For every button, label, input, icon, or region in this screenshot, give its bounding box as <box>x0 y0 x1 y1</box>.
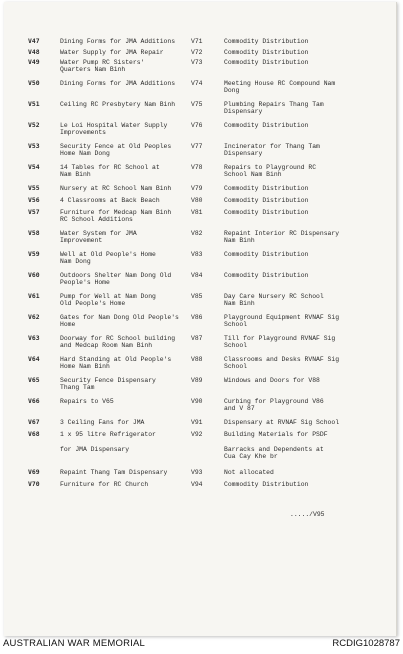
left-item-number: V64 <box>28 355 40 363</box>
right-item-number: V78 <box>191 164 203 171</box>
right-item-number: V94 <box>191 481 203 488</box>
left-item-description: Water Pump RC Sisters' Quarters Nam Binh <box>60 59 145 74</box>
right-item-description: Till for Playground RVNAF Sig School <box>224 335 336 350</box>
list-item <box>4 59 396 80</box>
left-item-description: Ceiling RC Presbytery Nam Binh <box>60 101 176 108</box>
left-item-description: Repaint Thang Tam Dispensary <box>60 469 168 476</box>
right-item-description: Dispensary at RVNAF Sig School <box>224 419 340 426</box>
right-item-number: V72 <box>191 48 203 56</box>
left-item-description: Dining Forms for JMA Additions <box>60 80 176 87</box>
left-item-description: Hard Standing at Old People's Home Nam Binh <box>60 356 172 371</box>
left-item-description: Dining Forms for JMA Additions <box>60 38 176 45</box>
left-item-description: Well at Old People's Home Nam Dong <box>60 251 156 266</box>
left-item-number: V69 <box>28 468 40 476</box>
left-item-description: Pump for Well at Nam Dong Old People's Home <box>60 293 156 308</box>
right-item-number: V76 <box>191 122 203 129</box>
right-item-number: V71 <box>191 38 203 45</box>
left-item-number: V52 <box>28 121 40 129</box>
right-item-number: V84 <box>191 272 203 279</box>
continuation-marker: ...../V95 <box>290 511 325 518</box>
left-item-description: Furniture for Medcap Nam Binh RC School Additions <box>60 209 172 224</box>
list-item <box>4 398 396 419</box>
list-item <box>4 164 396 185</box>
left-item-description: 14 Tables for RC School at Nam Binh <box>60 164 160 179</box>
left-item-number: V68 <box>28 430 40 438</box>
left-item-description: Gates for Nam Dong Old People's Home <box>60 314 179 329</box>
left-item-number: V70 <box>28 480 40 488</box>
list-item <box>4 101 396 122</box>
right-item-description: Not allocated <box>224 469 274 476</box>
left-item-number: V61 <box>28 292 40 300</box>
left-item-number: V47 <box>28 37 40 45</box>
right-item-description: Commodity Distribution <box>224 197 309 204</box>
left-item-number: V60 <box>28 271 40 279</box>
left-item-description: 4 Classrooms at Back Beach <box>60 197 160 204</box>
left-item-number: V63 <box>28 334 40 342</box>
left-item-number: V54 <box>28 163 40 171</box>
list-item <box>4 197 396 209</box>
right-item-description: Commodity Distribution <box>224 481 309 488</box>
list-item <box>4 209 396 230</box>
right-item-number: V89 <box>191 377 203 384</box>
right-item-description: Meeting House RC Compound Nam Dong <box>224 80 336 95</box>
list-item <box>4 314 396 335</box>
left-item-number: V62 <box>28 313 40 321</box>
left-item-number: V66 <box>28 397 40 405</box>
right-item-description: Commodity Distribution <box>224 209 309 216</box>
list-item <box>4 356 396 377</box>
left-item-number: V50 <box>28 79 40 87</box>
project-list <box>4 38 396 493</box>
list-item <box>4 49 396 60</box>
list-item <box>4 230 396 251</box>
left-item-description: Nursery at RC School Nam Binh <box>60 185 172 192</box>
left-item-number: V67 <box>28 418 40 426</box>
left-item-number: V59 <box>28 250 40 258</box>
list-item <box>4 481 396 493</box>
left-item-description: Furniture for RC Church <box>60 481 149 488</box>
left-item-description: Security Fence at Old Peoples Home Nam Dong <box>60 143 172 158</box>
right-item-description: Repaint Interior RC Dispensary Nam Binh <box>224 230 340 245</box>
list-item <box>4 377 396 398</box>
list-item <box>4 80 396 101</box>
archive-footer <box>0 638 403 650</box>
left-item-number: V65 <box>28 376 40 384</box>
right-item-description: Commodity Distribution <box>224 185 309 192</box>
document-page <box>4 2 397 636</box>
right-item-number: V93 <box>191 469 203 476</box>
left-item-number: V56 <box>28 196 40 204</box>
right-item-number: V83 <box>191 251 203 258</box>
list-item <box>4 431 396 469</box>
right-item-description: Commodity Distribution <box>224 38 309 45</box>
right-item-description: Commodity Distribution <box>224 59 309 66</box>
footer-record-id: RCDIG1028787 <box>332 638 400 649</box>
left-item-description: Water System for JMA Improvement <box>60 230 137 245</box>
left-item-description: Le Loi Hospital Water Supply Improvements <box>60 122 168 137</box>
right-item-description: Classrooms and Desks RVNAF Sig School <box>224 356 340 371</box>
right-item-number: V74 <box>191 80 203 87</box>
list-item <box>4 251 396 272</box>
right-item-number: V87 <box>191 335 203 342</box>
right-item-number: V85 <box>191 293 203 300</box>
right-item-description: Commodity Distribution <box>224 48 309 56</box>
right-item-number: V88 <box>191 356 203 363</box>
left-item-number: V49 <box>28 58 40 66</box>
list-item <box>4 293 396 314</box>
list-item <box>4 185 396 197</box>
right-item-description: Windows and Doors for V88 <box>224 377 320 384</box>
right-item-number: V81 <box>191 209 203 216</box>
left-item-description: Repairs to V65 <box>60 398 114 405</box>
right-item-number: V86 <box>191 314 203 321</box>
left-item-description: Water Supply for JMA Repair <box>60 48 164 56</box>
list-item <box>4 143 396 164</box>
left-item-number: V53 <box>28 142 40 150</box>
list-item <box>4 419 396 431</box>
right-item-number: V82 <box>191 230 203 237</box>
left-item-number: V51 <box>28 100 40 108</box>
left-item-description: Security Fence Dispensary Thang Tam <box>60 377 156 392</box>
right-item-description: Commodity Distribution <box>224 272 309 279</box>
footer-archive-name: AUSTRALIAN WAR MEMORIAL <box>3 638 146 649</box>
list-item <box>4 272 396 293</box>
right-item-number: V90 <box>191 398 203 405</box>
right-item-number: V77 <box>191 143 203 150</box>
left-item-number: V57 <box>28 208 40 216</box>
right-item-description: Repairs to Playground RC School Nam Binh <box>224 164 317 179</box>
right-item-description: Building Materials for PSDF Barracks and Dependents at Cua Cay Khe br <box>224 431 328 461</box>
right-item-description: Curbing for Playground V86 and V 87 <box>224 398 324 413</box>
right-item-description: Day Care Nursery RC School Nam Binh <box>224 293 324 308</box>
list-item <box>4 469 396 481</box>
right-item-description: Commodity Distribution <box>224 251 309 258</box>
left-item-description: 1 x 95 litre Refrigerator for JMA Dispensary <box>60 431 156 453</box>
list-item <box>4 38 396 49</box>
left-item-number: V58 <box>28 229 40 237</box>
left-item-description: Outdoors Shelter Nam Dong Old People's Home <box>60 272 172 287</box>
left-item-number: V55 <box>28 184 40 192</box>
right-item-description: Playground Equipment RVNAF Sig School <box>224 314 340 329</box>
right-item-description: Incinerator for Thang Tam Dispensary <box>224 143 320 158</box>
right-item-number: V92 <box>191 431 203 438</box>
right-item-number: V73 <box>191 59 203 66</box>
list-item <box>4 335 396 356</box>
right-item-description: Commodity Distribution <box>224 122 309 129</box>
list-item <box>4 122 396 143</box>
right-item-number: V75 <box>191 101 203 108</box>
right-item-number: V91 <box>191 419 203 426</box>
right-item-description: Plumbing Repairs Thang Tam Dispensary <box>224 101 324 116</box>
left-item-description: Doorway for RC School building and Medcap Room Nam Binh <box>60 335 176 350</box>
right-item-number: V80 <box>191 197 203 204</box>
left-item-description: 3 Ceiling Fans for JMA <box>60 419 145 426</box>
right-item-number: V79 <box>191 185 203 192</box>
left-item-number: V48 <box>28 47 40 56</box>
